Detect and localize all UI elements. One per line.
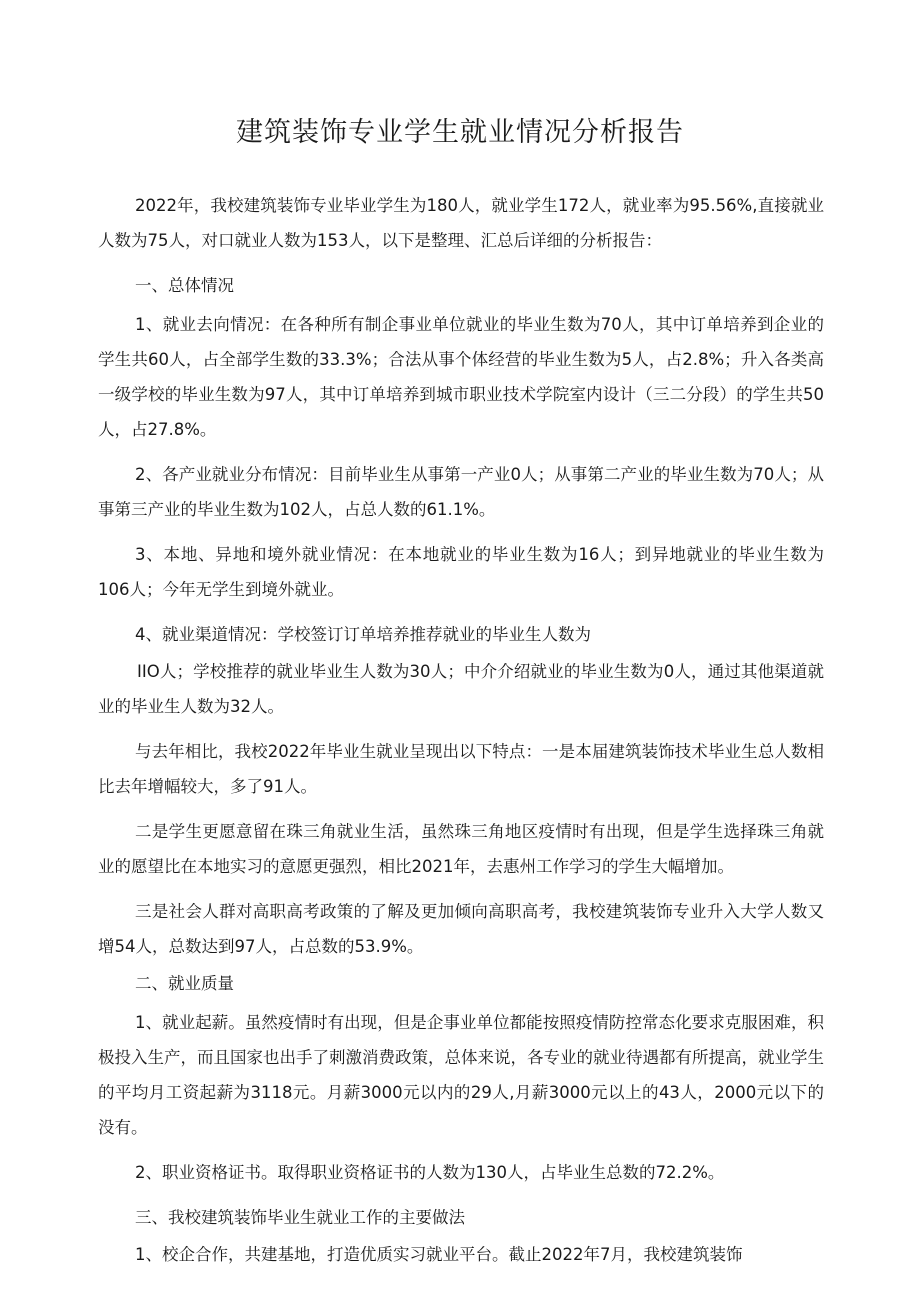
paragraph-starting-salary: 1、就业起薪。虽然疫情时有出现，但是企事业单位都能按照疫情防控常态化要求克服困难，积极投入生产，而且国家也出手了刺激消费政策，总体来说，各专业的就业待遇都有所提高，就业学生的平均月工资起薪为3118元。月薪3000元以内的29人,月薪3000元以上的43人，2000元以下的没有。 [98, 1013, 824, 1137]
paragraph-certificates: 2、职业资格证书。取得职业资格证书的人数为130人，占毕业生总数的72.2%。 [135, 1163, 725, 1182]
section-heading-overall: 一、总体情况 [135, 276, 234, 295]
paragraph-channels-start: 4、就业渠道情况：学校签订订单培养推荐就业的毕业生人数为 [135, 625, 591, 644]
section-heading-quality: 二、就业质量 [135, 974, 234, 993]
paragraph-intro: 2022年，我校建筑装饰专业毕业学生为180人，就业学生172人，就业率为95.56%,直接就业人数为75人，对口就业人数为153人，以下是整理、汇总后详细的分析报告： [98, 196, 824, 250]
paragraph-channels-continued: IIO人；学校推荐的就业毕业生人数为30人；中介介绍就业的毕业生数为0人，通过其他渠道就业的毕业生人数为32人。 [98, 662, 824, 716]
paragraph-feature-two: 二是学生更愿意留在珠三角就业生活，虽然珠三角地区疫情时有出现，但是学生选择珠三角就业的愿望比在本地实习的意愿更强烈，相比2021年，去惠州工作学习的学生大幅增加。 [98, 822, 824, 876]
paragraph-industry-distribution: 2、各产业就业分布情况：目前毕业生从事第一产业0人；从事第二产业的毕业生数为70人；从事第三产业的毕业生数为102人，占总人数的61.1%。 [98, 465, 824, 519]
document-title: 建筑装饰专业学生就业情况分析报告 [236, 117, 684, 148]
paragraph-school-enterprise: 1、校企合作，共建基地，打造优质实习就业平台。截止2022年7月，我校建筑装饰 [135, 1245, 743, 1264]
paragraph-local-remote: 3、本地、异地和境外就业情况：在本地就业的毕业生数为16人；到异地就业的毕业生数为106人；今年无学生到境外就业。 [98, 545, 824, 599]
paragraph-feature-three: 三是社会人群对高职高考政策的了解及更加倾向高职高考，我校建筑装饰专业升入大学人数又增54人，总数达到97人，占总数的53.9%。 [98, 902, 824, 956]
paragraph-comparison: 与去年相比，我校2022年毕业生就业呈现出以下特点：一是本届建筑装饰技术毕业生总人数相比去年增幅较大，多了91人。 [98, 742, 824, 796]
paragraph-destination: 1、就业去向情况：在各种所有制企事业单位就业的毕业生数为70人，其中订单培养到企业的学生共60人，占全部学生数的33.3%；合法从事个体经营的毕业生数为5人，占2.8%；升入各类高一级学校的毕业生数为97人，其中订单培养到城市职业技术学院室内设计（三二分段）的学生共50人，占27.8%。 [98, 315, 824, 439]
section-heading-practices: 三、我校建筑装饰毕业生就业工作的主要做法 [135, 1208, 465, 1227]
document-body [98, 188, 824, 1282]
